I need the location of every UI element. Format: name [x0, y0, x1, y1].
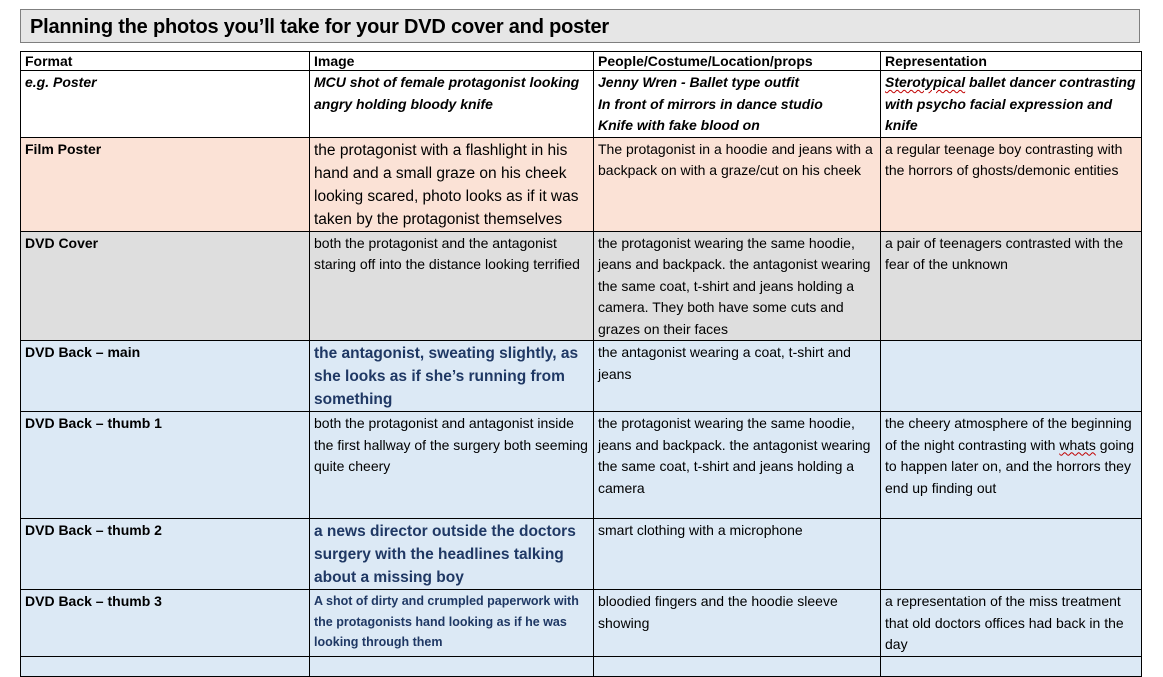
header-format: Format	[21, 52, 310, 71]
row-people: the protagonist wearing the same hoodie, jeans and backpack. the antagonist wearing the same coat, t-shirt and jeans holding a camera	[594, 412, 881, 519]
document-title-box	[20, 9, 1140, 43]
example-representation-text: ballet dancer contrasting with psycho facial expression and knife	[885, 74, 1136, 133]
misspelled-word: whats	[1059, 436, 1096, 453]
example-people-line: In front of mirrors in dance studio	[598, 95, 823, 112]
row-people: smart clothing with a microphone	[594, 519, 881, 590]
row-image: A shot of dirty and crumpled paperwork with the protagonists hand looking as if he was looking through them	[310, 590, 594, 657]
row-format: DVD Cover	[21, 231, 310, 341]
example-people	[594, 71, 881, 138]
row-representation-text: the cheery atmosphere of the beginning of the night contrasting with	[885, 415, 1132, 453]
row-people: bloodied fingers and the hoodie sleeve showing	[594, 590, 881, 657]
table-header-row	[21, 52, 1142, 71]
row-format: DVD Back – thumb 1	[21, 412, 310, 519]
row-representation	[881, 341, 1142, 412]
table-row-dvd-back-thumb-3	[21, 590, 1142, 657]
row-format: Film Poster	[21, 137, 310, 231]
row-representation-text: going to happen later on, and the horrors they end up finding out	[885, 436, 1135, 496]
row-representation	[881, 656, 1142, 676]
row-image: the antagonist, sweating slightly, as she looks as if she’s running from something	[310, 341, 594, 412]
example-representation	[881, 71, 1142, 138]
row-representation: a pair of teenagers contrasted with the fear of the unknown	[881, 231, 1142, 341]
table-row-partial	[21, 656, 1142, 676]
row-image: both the protagonist and antagonist inside the first hallway of the surgery both seeming quite cheery	[310, 412, 594, 519]
row-format: DVD Back – thumb 2	[21, 519, 310, 590]
row-image: the protagonist with a flashlight in his hand and a small graze on his cheek looking scared, photo looks as if it was taken by the protagonist themselves	[310, 137, 594, 231]
header-people: People/Costume/Location/props	[594, 52, 881, 71]
misspelled-word: Sterotypical	[885, 74, 966, 90]
example-format: e.g. Poster	[21, 71, 310, 138]
row-format: DVD Back – thumb 3	[21, 590, 310, 657]
header-representation: Representation	[881, 52, 1142, 71]
table-row-dvd-cover	[21, 231, 1142, 341]
row-people: the protagonist wearing the same hoodie, jeans and backpack. the antagonist wearing the same coat, t-shirt and jeans holding a camera. They both have some cuts and grazes on their faces	[594, 231, 881, 341]
example-people-line: Knife with fake blood on	[598, 117, 760, 133]
row-people: The protagonist in a hoodie and jeans with a backpack on with a graze/cut on his cheek	[594, 137, 881, 231]
row-format	[21, 656, 310, 676]
table-row-dvd-back-main	[21, 341, 1142, 412]
row-image: both the protagonist and the antagonist staring off into the distance looking terrified	[310, 231, 594, 341]
table-row-example	[21, 71, 1142, 138]
table-row-dvd-back-thumb-1	[21, 412, 1142, 519]
table-row-dvd-back-thumb-2	[21, 519, 1142, 590]
document-title: Planning the photos you’ll take for your DVD cover and poster	[30, 16, 609, 38]
table-row-film-poster	[21, 137, 1142, 231]
row-image: a news director outside the doctors surgery with the headlines talking about a missing boy	[310, 519, 594, 590]
example-people-line: Jenny Wren - Ballet type outfit	[598, 74, 800, 90]
row-representation: a representation of the miss treatment that old doctors offices had back in the day	[881, 590, 1142, 657]
row-representation	[881, 519, 1142, 590]
example-image: MCU shot of female protagonist looking angry holding bloody knife	[310, 71, 594, 138]
row-representation: a regular teenage boy contrasting with the horrors of ghosts/demonic entities	[881, 137, 1142, 231]
row-format: DVD Back – main	[21, 341, 310, 412]
row-representation	[881, 412, 1142, 519]
row-image	[310, 656, 594, 676]
row-people: the antagonist wearing a coat, t-shirt and jeans	[594, 341, 881, 412]
planning-table	[20, 51, 1142, 677]
header-image: Image	[310, 52, 594, 71]
row-people	[594, 656, 881, 676]
